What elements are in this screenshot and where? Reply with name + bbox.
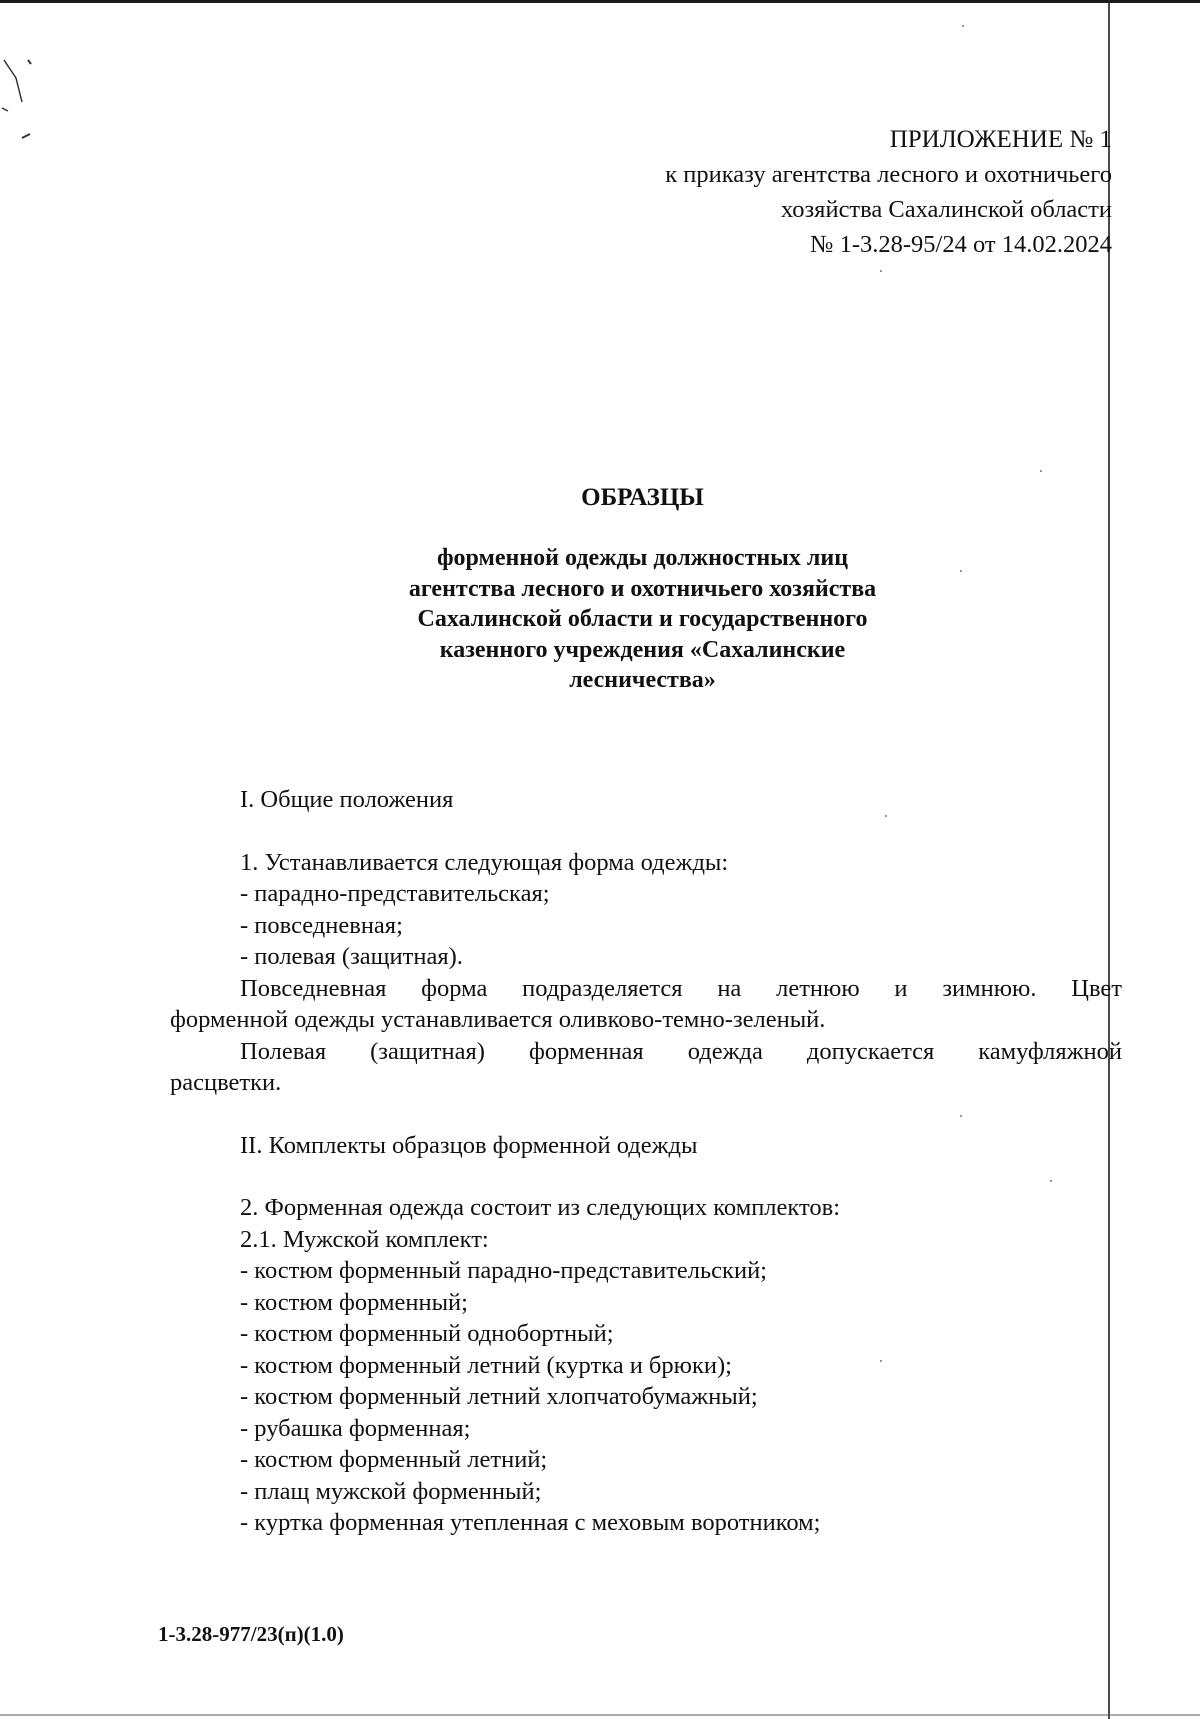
list-item: - костюм форменный парадно-представительский; <box>240 1257 767 1284</box>
list-item: - костюм форменный однобортный; <box>240 1320 614 1347</box>
subtitle-line: Сахалинской области и государственного <box>417 606 868 632</box>
scan-bottom-edge <box>0 1714 1200 1716</box>
document-heading: ОБРАЗЦЫ <box>581 484 704 511</box>
subtitle-line: форменной одежды должностных лиц <box>436 545 849 571</box>
paragraph-line: форменной одежды устанавливается оливково-темно-зеленый. <box>170 1006 826 1033</box>
speck <box>880 270 882 272</box>
document-body <box>170 784 1122 1539</box>
appendix-block <box>665 122 1112 262</box>
list-item: - полевая (защитная). <box>240 943 463 970</box>
section-heading: II. Комплекты образцов форменной одежды <box>240 1131 698 1159</box>
list-item: - костюм форменный летний хлопчатобумажный; <box>240 1383 758 1410</box>
list-item: - костюм форменный; <box>240 1288 468 1316</box>
document-title <box>340 483 945 696</box>
list-item: - повседневная; <box>240 911 403 939</box>
paragraph: 1. Устанавливается следующая форма одежды: <box>240 848 729 876</box>
section-heading: I. Общие положения <box>240 786 454 813</box>
subtitle-line: лесничества» <box>569 667 716 693</box>
paragraph-line: расцветки. <box>170 1069 282 1096</box>
speck <box>960 570 962 572</box>
appendix-title: ПРИЛОЖЕНИЕ № 1 <box>889 126 1112 153</box>
paragraph-line: Повседневная форма подразделяется на летнюю и зимнюю. Цвет <box>240 974 1122 1002</box>
list-item: - плащ мужской форменный; <box>240 1477 542 1505</box>
list-item: - костюм форменный летний; <box>240 1446 548 1473</box>
list-item: - рубашка форменная; <box>240 1414 471 1442</box>
list-item: - куртка форменная утепленная с меховым воротником; <box>240 1509 821 1536</box>
paragraph: 2. Форменная одежда состоит из следующих комплектов: <box>240 1194 840 1221</box>
appendix-line: хозяйства Сахалинской области <box>780 196 1112 223</box>
paragraph-line: Полевая (защитная) форменная одежда допускается камуфляжной <box>240 1037 1122 1065</box>
subtitle-line: агентства лесного и охотничьего хозяйства <box>408 575 877 602</box>
appendix-line: к приказу агентства лесного и охотничьего <box>665 161 1112 188</box>
appendix-order-number: № 1-3.28-95/24 от 14.02.2024 <box>810 231 1112 258</box>
subtitle-line: казенного учреждения «Сахалинские <box>439 636 846 663</box>
list-item: - парадно-представительская; <box>240 880 550 907</box>
scan-corner-mark <box>0 50 40 150</box>
paragraph: 2.1. Мужской комплект: <box>240 1225 489 1253</box>
speck <box>1040 470 1042 472</box>
list-item: - костюм форменный летний (куртка и брюки); <box>240 1351 732 1379</box>
document-subtitle <box>340 543 945 696</box>
scan-top-edge <box>0 0 1200 3</box>
speck <box>962 25 964 27</box>
document-code: 1-3.28-977/23(п)(1.0) <box>158 1622 344 1646</box>
